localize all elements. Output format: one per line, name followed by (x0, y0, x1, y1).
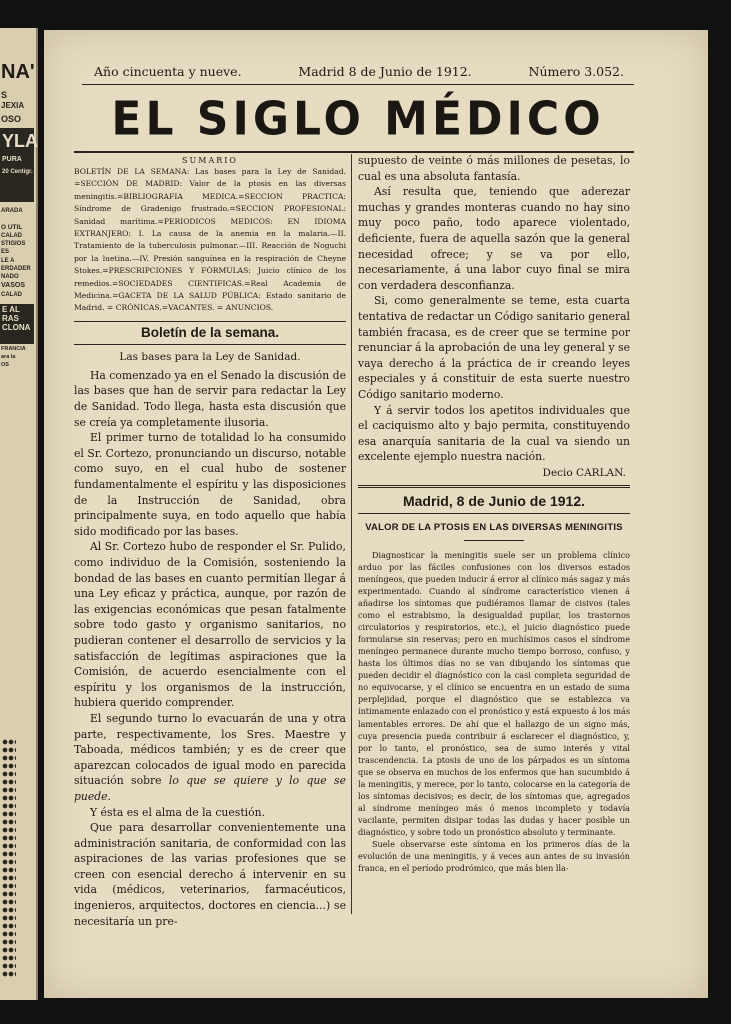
article-body (358, 549, 630, 874)
ad-fragment-text: S (1, 90, 8, 100)
ad-fragment-text: NADO (1, 274, 19, 280)
ad-fragment-text: OS (1, 362, 9, 368)
ad-fragment-text: STIGIOS (1, 241, 26, 247)
paragraph: Ha comenzado ya en el Senado la discusión de las bases que han de servir para redactar la Ley de Sanidad. Todo llega, hasta esta discusión que se creía ya completamente ilusoria. (74, 368, 346, 429)
left-column (74, 153, 346, 929)
paragraph: supuesto de veinte ó más millones de pesetas, lo cual es una absoluta fantasía. (358, 154, 630, 183)
ad-fragment-text: YLA (2, 131, 38, 151)
ad-fragment-text: FRANCIA (1, 346, 26, 352)
masthead-rule-top (82, 84, 634, 85)
ad-fragment-text: ERDADER (1, 266, 31, 272)
boletin-subheading: Las bases para la Ley de Sanidad. (119, 350, 301, 363)
ad-fragment-text: VASOS (1, 282, 25, 289)
ad-fragment-text: CALAD (1, 233, 22, 239)
right-column (358, 153, 630, 874)
ad-fragment-text: ARADA (1, 208, 23, 214)
ad-fragment-text: CLONA (2, 322, 31, 332)
paragraph: Y ésta es el alma de la cuestión. (90, 805, 265, 819)
ad-fragment-dark-box (0, 304, 34, 344)
paragraph: El primer turno de totalidad lo ha consumido el Sr. Cortezo, pronunciando un discurso, notable como suyo, en el cual hubo de sostener fundamentalmente el espíritu y las disposiciones de la Instrucción de Sanidad, obra principalmente suya, en todo aquello que había sido modificado por las bases. (74, 431, 346, 538)
ad-fragment-text: 20 Centígr. (2, 169, 33, 176)
ad-fragment-text: OSO (1, 114, 22, 124)
boletin-heading: Boletín de la semana. (74, 321, 346, 345)
ad-fragment-text: LE A (1, 258, 15, 264)
sumario-text: BOLETÍN DE LA SEMANA: Las bases para la Ley de Sanidad. =SECCIÓN DE MADRID: Valor de la ptosis en las diversas meningitis.=BIBLIOGRAFIA MEDICA.=SECCION PRACTICA: Síndrome de Gradenigo frustrado.=SECCION PROFESIONAL: Sanidad marítima.=PERIODICOS MEDICOS: EN IDIOMA EXTRANJERO: I. La causa de la anemia en la malaria.—II. Tratamiento de la tuberculosis pulmonar.—III. Reacción de Noguchi por la luetina.—IV. Presión sanguínea en la respiración de Cheyne Stokes.=PRESCRIPCIONES Y FÓRMULAS: Juicio clínico de los remedios.=SOCIEDADES CIENTIFICAS.=Real Academia de Medicina.=GACETA DE LA SALUD PÚBLICA: Estado sanitario de Madrid. = CRÓNICAS.=VACANTES. = ANUNCIOS. (74, 167, 346, 313)
sumario-heading: SUMARIO (182, 156, 238, 165)
article-title-rule (464, 540, 524, 541)
column-divider (351, 154, 352, 914)
paragraph: Suele observarse este síntoma en los primeros días de la evolución de una meningitis, y á veces aun antes de su invasión franca, en el período prodrómico, que más bien lla- (358, 839, 630, 874)
boletin-body (74, 368, 346, 929)
article-title: VALOR DE LA PTOSIS EN LAS DIVERSAS MENINGITIS (365, 520, 623, 532)
masthead-number: Número 3.052. (528, 64, 624, 79)
ad-fragment-text: JEXIA (1, 101, 25, 110)
paragraph: Y á servir todos los apetitos individuales que el caciquismo alto y bajo permita, constituyendo esa anarquía sanitaria de la cual va siendo un excelente ejemplo nuestra nación. (358, 403, 630, 464)
paragraph: Al Sr. Cortezo hubo de responder el Sr. Pulido, como individuo de la Comisión, sosteniendo la bondad de las bases en cuanto permitían llegar á una Ley eficaz y práctica, aunque, por razón de las exigencias económicas que pesan fatalmente sobre todo gasto y organismo sanitarios, no pudieran contener el desarrollo de servicios y la satisfacción de legítimas aspiraciones que la Comisión, de acuerdo esencialmente con el espíritu y los organismos de la instrucción, hubiera querido comprender. (74, 540, 346, 710)
paragraph: Así resulta que, teniendo que aderezar muchas y grandes monteras cuando no hay sino muy poco paño, todo aparece violentado, deficiente, fuera de aquella sazón que la general necesidad ofrece; y se va por ello, necesariamente, á una labor cuyo final se mira con verdadera desconfianza. (358, 185, 630, 292)
author-signature: Decio CARLAN. (542, 466, 626, 479)
ad-fragment-text: ES (1, 249, 10, 255)
madrid-section-heading: Madrid, 8 de Junio de 1912. (358, 485, 630, 514)
paragraph-text: El segundo turno lo evacuarán de una y otra parte, respectivamente, los Sres. Maestre y Taboada, médicos también; y es de creer que aparezcan colocados de igual modo en parecida situación sobre (74, 711, 346, 788)
masthead-info-line (94, 64, 624, 79)
newspaper-page (44, 30, 708, 998)
italic-phrase: lo que se quiere y lo que se puede. (74, 774, 346, 803)
ad-fragment-text: RAS (2, 313, 19, 323)
masthead-date: Madrid 8 de Junio de 1912. (298, 64, 472, 79)
paragraph: Que para desarrollar convenientemente una administración sanitaria, de conformidad con las aspiraciones de las varias profesiones que se creen con esencial derecho á intervenir en su vida (médicos, veterinarios, farmacéuticos, ingenieros, arquitectos, doctores en ciencia...) se necesitaría un pre- (74, 821, 346, 928)
masthead-year: Año cincuenta y nueve. (94, 64, 242, 79)
ad-fragment-text: NA' (1, 61, 35, 83)
ad-fragment-text: PURA (2, 155, 22, 163)
ad-fragment-text: CALAD (1, 292, 22, 298)
previous-page-fragment (0, 28, 38, 1000)
ad-fragment-dark-box (0, 128, 38, 202)
paragraph (74, 711, 346, 805)
ad-fragment-text: ara la (1, 354, 16, 360)
paragraph: Si, como generalmente se teme, esta cuarta tentativa de redactar un Código sanitario general también fracasa, es de creer que se termine por renunciar á la aprobación de una ley general y se vaya derecho á la práctica de ir creando leyes especiales y á constituir de esta suerte nuestro Código sanitario moderno. (358, 294, 630, 401)
ad-fragment-dot-border (2, 738, 16, 978)
paragraph: Diagnosticar la meningitis suele ser un problema clínico arduo por las fáciles confusiones con los diversos estados meníngeos, que pueden inducir á error al clínico más sagaz y más experimentado. Cuando al síndrome característico vienen á añadirse los síntomas que pudiéramos llamar de cisivos (tales como el estrabismo, la desigualdad pupilar, los trastornos circulatorios y respiratorios, etc.), el juicio diagnóstico puede formularse sin reservas; pero en muchísimos casos el síndrome meníngeo permanece durante mucho tiempo borroso, confuso, y hasta los últimos días no se van dibujando los síntomas que pueden decidir el diagnóstico con la casi completa seguridad de no equivocarse, y el clínico se encuentra en un estado de suma perplejidad, porque el diagnóstico que se establezca va íntimamente enlazado con el pronóstico y está expuesto á los más lamentables errores. De ahí que el hallazgo de un signo más, cuya presencia pueda contribuir á esclarecer el diagnóstico, y, por lo tanto, el pronóstico, sea de sumo interés y vital trascendencia. La ptosis de uno de los párpados es un síntoma que se observa en muchos de los enfermos que han sucumbido á la meningitis, y merece, por lo tanto, colocarse en la categoría de los síntomas decisivos; es decir, de los síntomas que, agregados al síndrome meníngeo más ó menos incompleto y todavía vacilante, permiten disipar todas las dudas y hacer posible un diagnóstico, y sobre todo un pronóstico absoluto y terminante. (358, 549, 630, 837)
ad-fragment-text: O UTIL (1, 224, 23, 231)
newspaper-title: EL SIGLO MÉDICO (111, 92, 605, 147)
ad-fragment-text: E AL (2, 305, 20, 314)
boletin-continuation (358, 153, 630, 465)
